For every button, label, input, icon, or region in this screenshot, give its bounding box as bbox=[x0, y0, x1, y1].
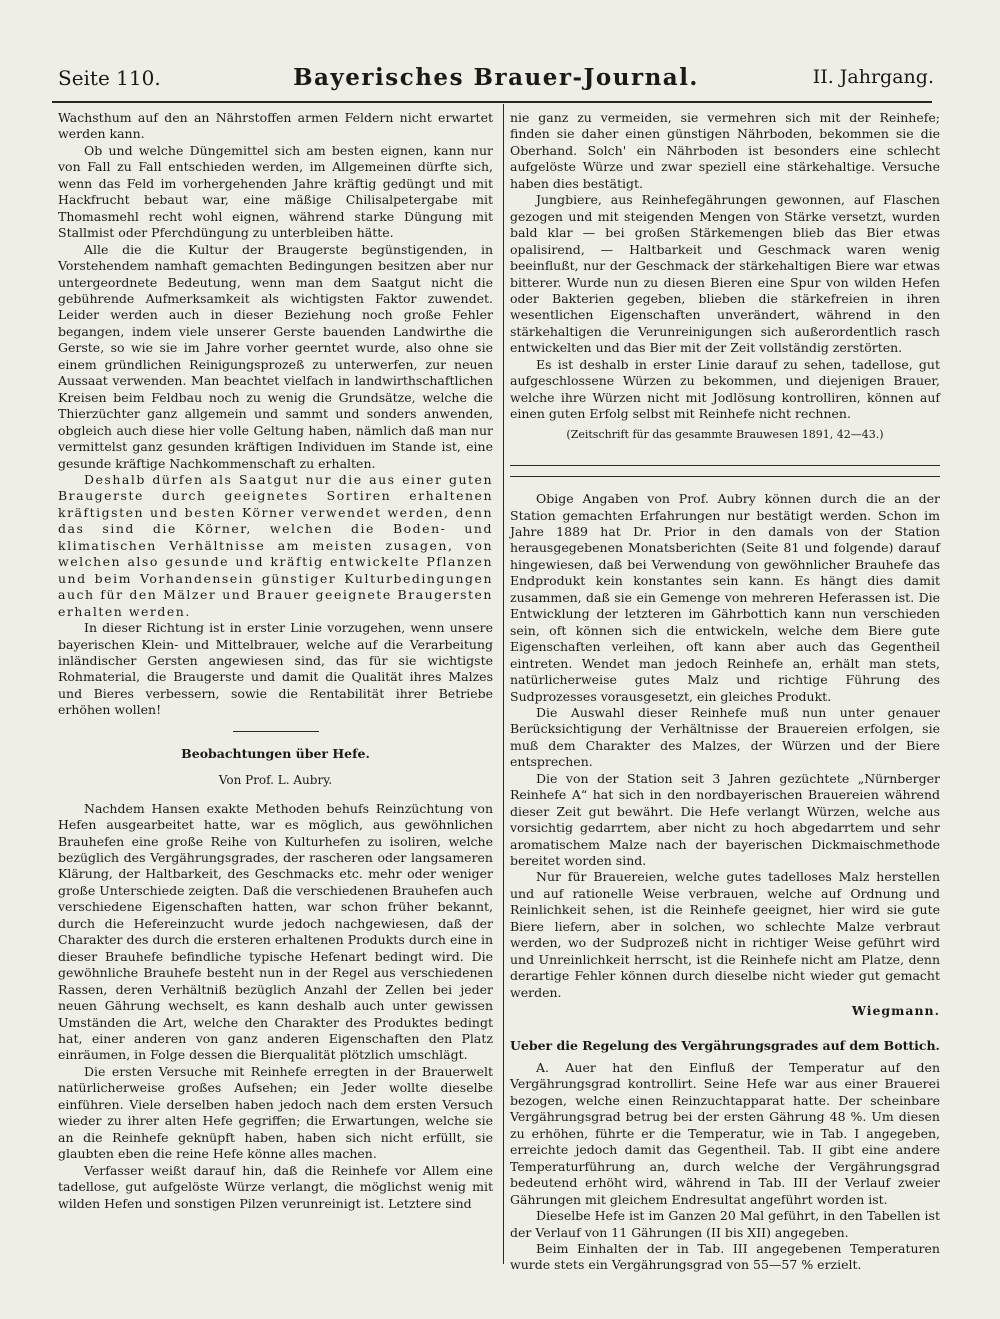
volume-label: II. Jahrgang. bbox=[812, 66, 934, 88]
section-separator bbox=[233, 731, 319, 732]
header-rule bbox=[52, 101, 932, 103]
paragraph: Wachsthum auf den an Nährstoffen armen Feldern nicht erwartet werden kann. bbox=[58, 110, 493, 142]
article-author: Von Prof. L. Aubry. bbox=[218, 773, 333, 788]
paragraph: Die von der Station seit 3 Jahren gezüchtete „Nürnberger Reinhefe A“ hat sich in den nordbayerischen Brauereien während dieser Zeit gut bewährt. Die Hefe verlangt Würzen, welche aus vorsichtig gedarrtem, aber nicht zu hoch abgedarrtem und sehr aromatischem Malze nach der bayerischen Dickmaischmethode bereitet worden sind. bbox=[510, 770, 940, 869]
right-column bbox=[510, 110, 940, 1274]
paragraph: nie ganz zu vermeiden, sie vermehren sich mit der Reinhefe; finden sie daher einen günstigen Nährboden, bekommen sie die Oberhand. Solch' ein Nährboden ist besonders eine schlecht aufgelöste Würze und zwar speziell eine stärkehaltige. Versuche haben dies bestätigt. bbox=[510, 110, 940, 191]
paragraph: In dieser Richtung ist in erster Linie vorzugehen, wenn unsere bayerischen Klein- und Mittelbrauer, welche auf die Verarbeitung inländischer Gersten angewiesen sind, das für sie wichtigste Rohmaterial, die Braugerste und damit die Qualität ihres Malzes und Bieres verbessern, sowie die Rentabilität ihrer Betriebe erhöhen wollen! bbox=[58, 620, 493, 718]
page-number: Seite 110. bbox=[58, 66, 161, 90]
page-header bbox=[58, 62, 934, 102]
paragraph: Jungbiere, aus Reinhefegährungen gewonnen, auf Flaschen gezogen und mit steigenden Mengen von Stärke versetzt, wurden bald klar — bei großen Stärkemengen blieb das Bier etwas opalisirend, — Haltbarkeit und Geschmack waren wenig beeinflußt, nur der Geschmack der stärkehaltigen Biere war etwas bitterer. Wurde nun zu diesen Bieren eine Spur von wilden Hefen oder Bakterien gegeben, blieben die stärkefreien in ihren wesentlichen Eigenschaften unverändert, während in den stärkehaltigen die Verunreinigungen sich außerordentlich rasch entwickelten und das Bier mit der Zeit vollständig zerstörten. bbox=[510, 192, 940, 356]
paragraph: Nur für Brauereien, welche gutes tadelloses Malz herstellen und auf rationelle Weise verbrauen, welche auf Ordnung und Reinlichkeit sehen, ist die Reinhefe geeignet, hier wird sie gute Biere liefern, aber in solchen, wo schlechte Malze verbraut werden, wo der Sudprozeß nicht in richtiger Weise geführt wird und Unreinlichkeit herrscht, ist die Reinhefe nicht am Platze, denn derartige Fehler können durch dieselbe nicht wieder gut gemacht werden. bbox=[510, 869, 940, 1000]
author-signature: Wiegmann. bbox=[851, 1003, 940, 1019]
column-divider bbox=[503, 104, 504, 1264]
paragraph: Nachdem Hansen exakte Methoden behufs Reinzüchtung von Hefen ausgearbeitet hatte, war es möglich, aus gewöhnlichen Brauhefen eine große Reihe von Kulturhefen zu isoliren, welche bezüglich des Vergährungsgrades, der rascheren oder langsameren Klärung, der Haltbarkeit, des Geschmacks etc. mehr oder weniger große Unterschiede zeigten. Daß die verschiedenen Brauhefen auch verschiedene Eigenschaften hatten, war schon früher bekannt, durch die Hefereinzucht wurde jedoch nachgewiesen, daß der Charakter des durch die ersteren erhaltenen Produkts durch eine in dieser Brauhefe befindliche typische Hefenart bedingt wird. Die gewöhnliche Brauhefe besteht nun in der Regel aus verschiedenen Rassen, deren Verhältniß bezüglich Anzahl der Zellen bei jeder neuen Gährung wechselt, es kann deshalb auch unter gewissen Umständen die Art, welche den Charakter des Produktes bedingt hat, einer anderen von ganz anderen Eigenschaften den Platz einräumen, in Folge dessen die Bierqualität plötzlich umschlägt. bbox=[58, 800, 493, 1063]
paragraph: Die Auswahl dieser Reinhefe muß nun unter genauer Berücksichtigung der Verhältnisse der Brauereien erfolgen, sie muß dem Charakter des Malzes, der Würzen und der Biere entsprechen. bbox=[510, 704, 940, 770]
paragraph: Die ersten Versuche mit Reinhefe erregten in der Brauerwelt natürlicherweise großes Aufsehen; ein Jeder wollte dieselbe einführen. Viele derselben haben jedoch nach dem ersten Versuch wieder zu ihrer alten Hefe gegriffen; die Erwartungen, welche sie an die Reinhefe geknüpft haben, haben sich nicht erfüllt, sie glaubten eben die reine Hefe könne alles machen. bbox=[58, 1063, 493, 1162]
paragraph: A. Auer hat den Einfluß der Temperatur auf den Vergährungsgrad kontrollirt. Seine Hefe war aus einer Brauerei bezogen, welche einen Reinzuchtapparat hatte. Der scheinbare Vergährungsgrad betrug bei der ersten Gährung 48 %. Um diesen zu erhöhen, führte er die Temperatur, wie in Tab. I angegeben, erreichte jedoch damit das Gegentheil. Tab. II gibt eine andere Temperaturführung an, durch welche der Vergährungsgrad bedeutend erhöht wird, während in Tab. III der Verlauf zweier Gährungen mit gleichem Endresultat angeführt worden ist. bbox=[510, 1060, 940, 1207]
paragraph: Beim Einhalten der in Tab. III angegebenen Temperaturen wurde stets ein Vergährungsgrad von 55—57 % erzielt. bbox=[510, 1241, 940, 1273]
paragraph: Verfasser weißt darauf hin, daß die Reinhefe vor Allem eine tadellose, gut aufgelöste Würze verlangt, die möglichst wenig mit wilden Hefen und sonstigen Pilzen verunreinigt ist. Letztere sind bbox=[58, 1162, 493, 1211]
paragraph: Es ist deshalb in erster Linie darauf zu sehen, tadellose, gut aufgeschlossene Würzen zu bekommen, und diejenigen Brauer, welche ihre Würzen nicht mit Jodlösung kontrolliren, können auf einen guten Erfolg selbst mit Reinhefe nicht rechnen. bbox=[510, 356, 940, 422]
journal-title: Bayerisches Brauer-Journal. bbox=[293, 64, 699, 91]
article-title: Beobachtungen über Hefe. bbox=[181, 745, 370, 761]
paragraph: Deshalb dürfen als Saatgut nur die aus einer guten Braugerste durch geeignetes Sortiren erhaltenen kräftigsten und besten Körner verwendet werden, denn das sind die Körner, welchen die Boden- und klimatischen Verhältnisse am meisten zusagen, von welchen also gesunde und kräftig entwickelte Pflanzen und beim Vorhandensein günstiger Kulturbedingungen auch für den Mälzer und Brauer geeignete Braugersten erhalten werden. bbox=[58, 471, 493, 619]
section-separator bbox=[510, 465, 940, 466]
article-title: Ueber die Regelung des Vergährungsgrades auf dem Bottich. bbox=[510, 1037, 940, 1053]
section-separator bbox=[510, 476, 940, 477]
paragraph: Ob und welche Düngemittel sich am besten eignen, kann nur von Fall zu Fall entschieden werden, im Allgemeinen dürfte sich, wenn das Feld im vorhergehenden Jahre kräftig gedüngt und mit Hackfrucht bebaut war, eine mäßige Chilisalpetergabe mit Thomasmehl recht wohl eignen, während starke Düngung mit Stallmist oder Pferchdüngung zu unterbleiben hätte. bbox=[58, 142, 493, 241]
left-column bbox=[58, 110, 493, 1212]
paragraph: Dieselbe Hefe ist im Ganzen 20 Mal geführt, in den Tabellen ist der Verlauf von 11 Gährungen (II bis XII) angegeben. bbox=[510, 1208, 940, 1240]
paragraph: Obige Angaben von Prof. Aubry können durch die an der Station gemachten Erfahrungen nur bestätigt werden. Schon im Jahre 1889 hat Dr. Prior in den damals von der Station herausgegebenen Monatsberichten (Seite 81 und folgende) darauf hingewiesen, daß bei Verwendung von gewöhnlicher Brauhefe das Endprodukt kein konstantes sein kann. Es hängt dies damit zusammen, daß sie ein Gemenge von mehreren Heferassen ist. Die Entwicklung der letzteren im Gährbottich kann nun verschieden sein, oft können sich die entwickeln, welche dem Biere gute Eigenschaften verleihen, oft kann aber auch das Gegentheil eintreten. Wendet man jedoch Reinhefe an, erhält man stets, natürlicherweise gutes Malz und richtige Führung des Sudprozesses vorausgesetzt, ein gleiches Produkt. bbox=[510, 491, 940, 704]
source-citation: (Zeitschrift für das gesammte Brauwesen 1891, 42—43.) bbox=[566, 427, 884, 441]
paragraph: Alle die die Kultur der Braugerste begünstigenden, in Vorstehendem namhaft gemachten Bedingungen besitzen aber nur untergeordnete Bedeutung, wenn man dem Saatgut nicht die gebührende Aufmerksamkeit als wichtigsten Faktor zuwendet. Leider werden auch in dieser Beziehung noch große Fehler begangen, indem viele unserer Gerste bauenden Landwirthe die Gerste, so wie sie im Jahre vorher geerntet wurde, also ohne sie einem gründlichen Reinigungsprozeß zu unterwerfen, zur neuen Aussaat verwenden. Man beachtet vielfach in landwirthschaftlichen Kreisen beim Feldbau noch zu wenig die Grundsätze, welche die Thierzüchter ganz allgemein und sammt und sonders anwenden, obgleich auch diese hier volle Geltung haben, nämlich daß man nur vermittelst ganz gesunden kräftigen Individuen im Stande ist, eine gesunde kräftige Nachkommenschaft zu erhalten. bbox=[58, 241, 493, 471]
